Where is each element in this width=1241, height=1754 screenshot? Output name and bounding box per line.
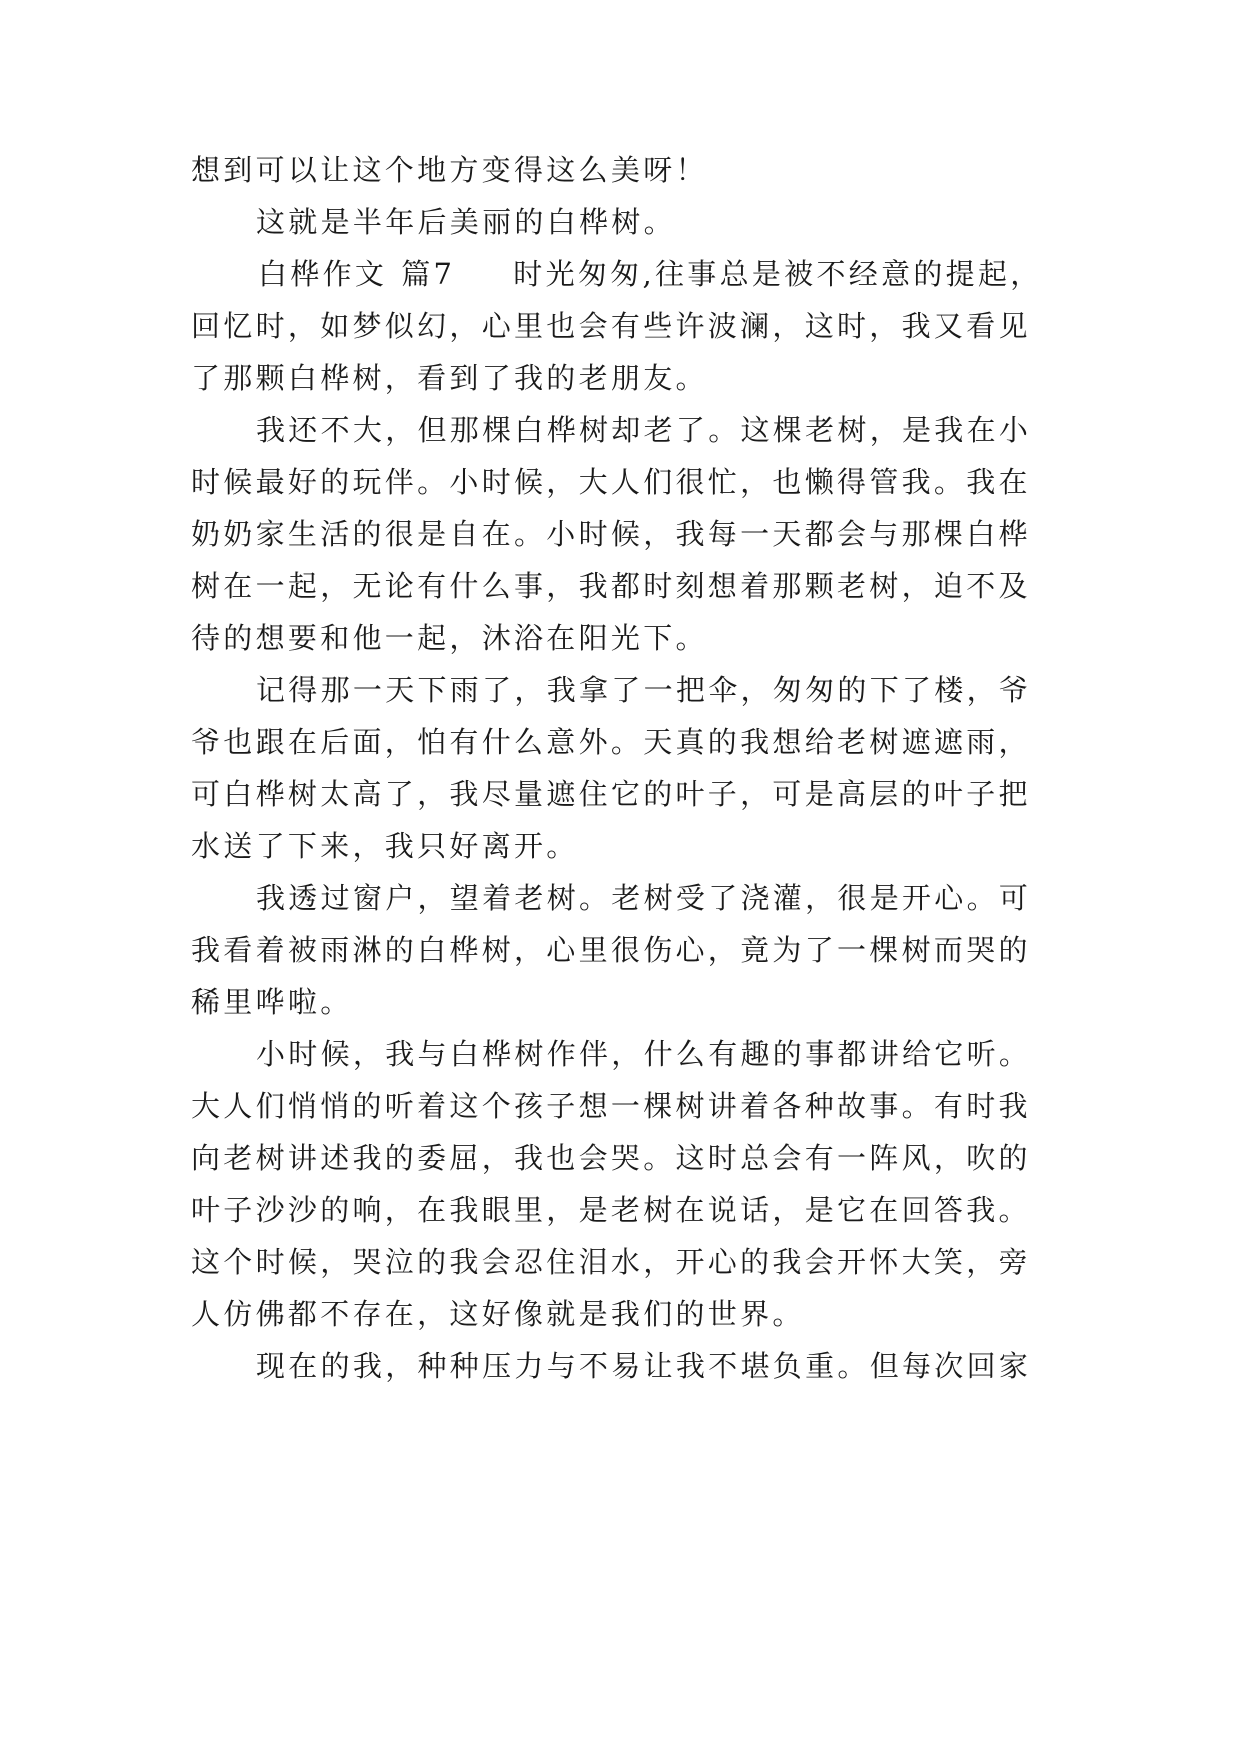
text-line: 人仿佛都不存在，这好像就是我们的世界。 [191, 1297, 805, 1331]
text-line: 我透过窗户，望着老树。老树受了浇灌，很是开心。可 [256, 881, 1032, 915]
text-line: 时候最好的玩伴。小时候，大人们很忙，也懒得管我。我在 [191, 465, 1031, 499]
text-line: 小时候，我与白桦树作伴，什么有趣的事都讲给它听。 [256, 1037, 1032, 1071]
section-title: 白桦作文 [258, 257, 388, 291]
text-line: 了那颗白桦树，看到了我的老朋友。 [191, 361, 708, 395]
text-line: 现在的我，种种压力与不易让我不堪负重。但每次回家 [256, 1349, 1032, 1383]
text-line: 我还不大，但那棵白桦树却老了。这棵老树，是我在小 [256, 413, 1032, 447]
section-opening-text: 时光匆匆,往事总是被不经意的提起， [513, 257, 1043, 291]
section-number: 篇7 [401, 257, 456, 291]
text-line: 我看着被雨淋的白桦树，心里很伤心，竟为了一棵树而哭的 [191, 933, 1031, 967]
text-line: 回忆时，如梦似幻，心里也会有些许波澜，这时，我又看见 [191, 309, 1031, 343]
text-line: 树在一起，无论有什么事，我都时刻想着那颗老树，迫不及 [191, 569, 1031, 603]
text-line: 爷也跟在后面，怕有什么意外。天真的我想给老树遮遮雨， [191, 725, 1031, 759]
text-line: 叶子沙沙的响，在我眼里，是老树在说话，是它在回答我。 [191, 1193, 1031, 1227]
text-line: 想到可以让这个地方变得这么美呀！ [191, 153, 708, 187]
text-line: 待的想要和他一起，沐浴在阳光下。 [191, 621, 708, 655]
text-line: 大人们悄悄的听着这个孩子想一棵树讲着各种故事。有时我 [191, 1089, 1031, 1123]
section-heading-line [258, 254, 1138, 294]
text-line: 奶奶家生活的很是自在。小时候，我每一天都会与那棵白桦 [191, 517, 1031, 551]
text-line: 稀里哗啦。 [191, 985, 353, 1019]
text-line: 记得那一天下雨了，我拿了一把伞，匆匆的下了楼，爷 [256, 673, 1032, 707]
text-line: 可白桦树太高了，我尽量遮住它的叶子，可是高层的叶子把 [191, 777, 1031, 811]
text-line: 水送了下来，我只好离开。 [191, 829, 579, 863]
text-line: 这个时候，哭泣的我会忍住泪水，开心的我会开怀大笑，旁 [191, 1245, 1031, 1279]
text-line: 这就是半年后美丽的白桦树。 [256, 205, 676, 239]
text-line: 向老树讲述我的委屈，我也会哭。这时总会有一阵风，吹的 [191, 1141, 1031, 1175]
